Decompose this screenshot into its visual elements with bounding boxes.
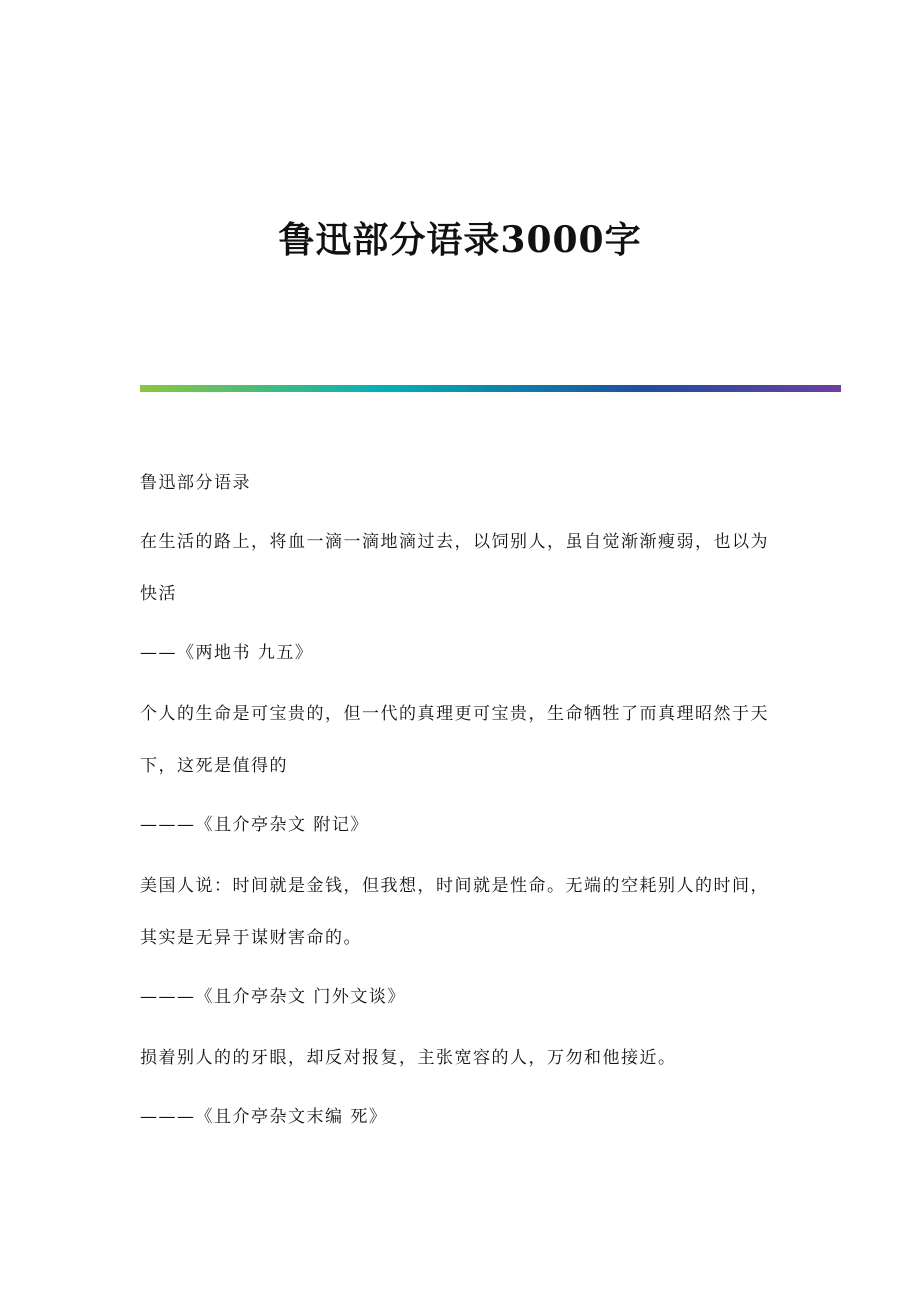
quote-source: ———《且介亭杂文末编 死》 (140, 1107, 388, 1127)
quote-text: 在生活的路上，将血一滴一滴地滴过去，以饲别人，虽自觉渐渐瘦弱，也以为快活 (140, 532, 769, 604)
quote-text: 损着别人的的牙眼，却反对报复，主张宽容的人，万勿和他接近。 (140, 1048, 677, 1068)
quote-text: 美国人说：时间就是金钱，但我想，时间就是性命。无端的空耗别人的时间，其实是无异于谋财害命的。 (140, 876, 769, 948)
quote-text: 个人的生命是可宝贵的，但一代的真理更可宝贵，生命牺牲了而真理昭然于天下，这死是值得的 (140, 704, 769, 776)
section-heading: 鲁迅部分语录 (140, 473, 251, 493)
gradient-divider (140, 385, 841, 392)
document-body (140, 466, 780, 1152)
quote-source: ——《两地书 九五》 (140, 643, 314, 663)
quote-source: ———《且介亭杂文 门外文谈》 (140, 987, 406, 1007)
document-title: 鲁迅部分语录3000字 (278, 219, 642, 261)
quote-source: ———《且介亭杂文 附记》 (140, 815, 369, 835)
